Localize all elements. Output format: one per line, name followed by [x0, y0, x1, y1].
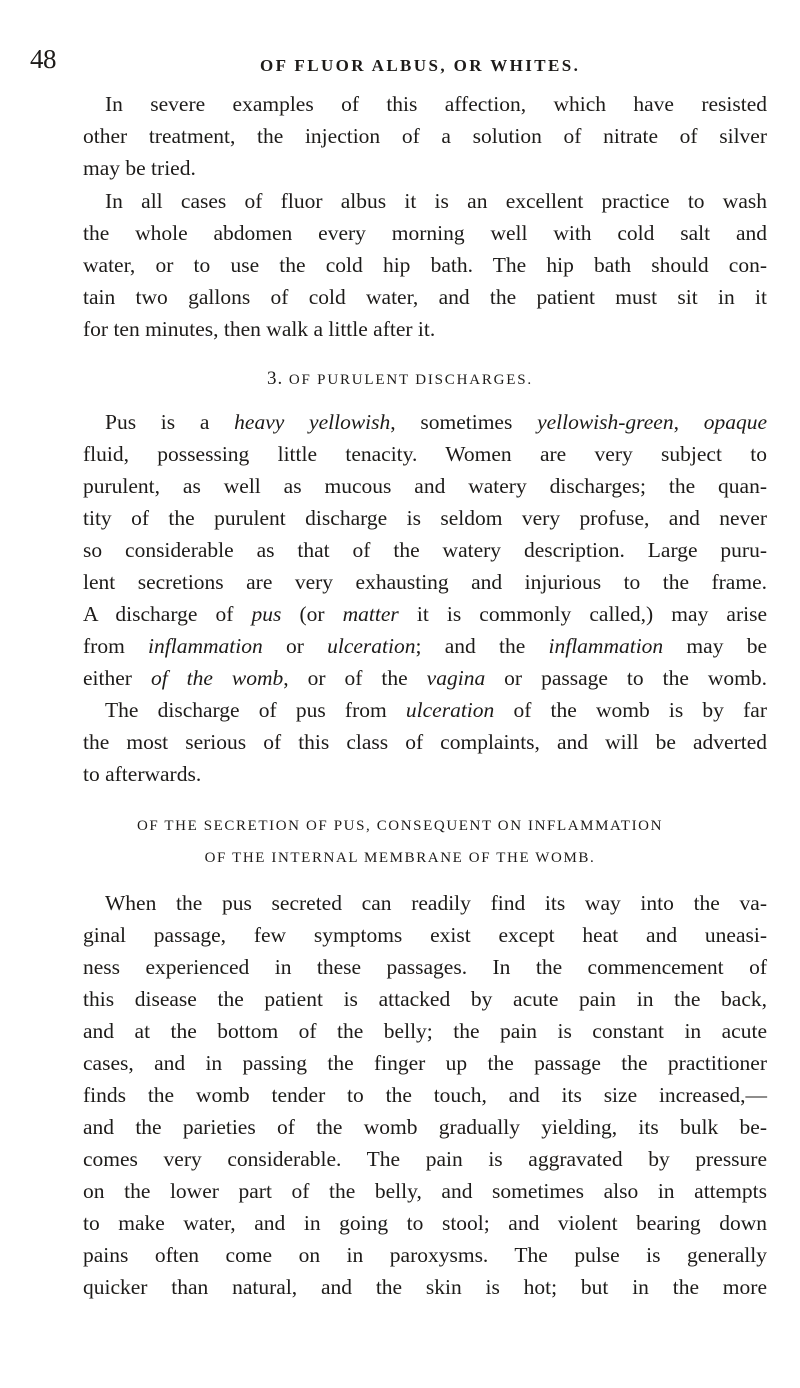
text-line: tain two gallons of cold water, and the patient must sit in it	[83, 285, 767, 309]
text-line: ness experienced in these passages. In the commencement of	[83, 955, 767, 979]
text-line: to afterwards.	[83, 762, 202, 786]
text-line: this disease the patient is attacked by acute pain in the back,	[83, 987, 767, 1011]
text-line: cases, and in passing the finger up the passage the practitioner	[83, 1051, 767, 1075]
text-line: In all cases of fluor albus it is an excellent practice to wash	[105, 189, 767, 213]
text-line: so considerable as that of the watery description. Large puru-	[83, 538, 767, 562]
text-line: on the lower part of the belly, and sometimes also in attempts	[83, 1179, 767, 1203]
section-heading-line-2: OF THE INTERNAL MEMBRANE OF THE WOMB.	[204, 850, 596, 866]
section-heading	[0, 368, 800, 390]
text-line: pains often come on in paroxysms. The pulse is generally	[83, 1243, 767, 1267]
page-number: 48	[30, 44, 56, 74]
text-line: either of the womb, or of the vagina or passage to the womb.	[83, 666, 768, 690]
text-line: the whole abdomen every morning well with cold salt and	[83, 221, 767, 245]
text-line: The discharge of pus from ulceration of the womb is by far	[105, 698, 767, 722]
text-line: from inflammation or ulceration; and the inflammation may be	[83, 634, 767, 658]
text-line: Pus is a heavy yellowish, sometimes yellowish-green, opaque	[105, 410, 767, 434]
text-line: purulent, as well as mucous and watery discharges; the quan-	[83, 474, 767, 498]
text-line: may be tried.	[83, 156, 196, 180]
text-line: quicker than natural, and the skin is hot; but in the more	[83, 1275, 767, 1299]
text-line: ginal passage, few symptoms exist except heat and uneasi-	[83, 923, 767, 947]
section-heading-line-1: OF THE SECRETION OF PUS, CONSEQUENT ON INFLAMMATION	[136, 818, 664, 834]
section-title: OF PURULENT DISCHARGES.	[288, 372, 533, 388]
section-number: 3.	[267, 368, 284, 389]
text-line: other treatment, the injection of a solution of nitrate of silver	[83, 124, 767, 148]
text-line: for ten minutes, then walk a little after it.	[83, 317, 436, 341]
text-line: comes very considerable. The pain is aggravated by pressure	[83, 1147, 767, 1171]
text-line: A discharge of pus (or matter it is commonly called,) may arise	[83, 602, 767, 626]
text-line: In severe examples of this affection, which have resisted	[105, 92, 767, 116]
text-line: to make water, and in going to stool; and violent bearing down	[83, 1211, 767, 1235]
text-line: the most serious of this class of complaints, and will be adverted	[83, 730, 767, 754]
text-line: tity of the purulent discharge is seldom very profuse, and never	[83, 506, 767, 530]
text-line: finds the womb tender to the touch, and its size increased,—	[83, 1083, 767, 1107]
text-line: When the pus secreted can readily find its way into the va-	[105, 891, 767, 915]
text-line: and the parieties of the womb gradually yielding, its bulk be-	[83, 1115, 767, 1139]
text-line: water, or to use the cold hip bath. The hip bath should con-	[83, 253, 767, 277]
running-head	[30, 44, 770, 80]
text-line: and at the bottom of the belly; the pain is constant in acute	[83, 1019, 767, 1043]
text-line: lent secretions are very exhausting and injurious to the frame.	[83, 570, 767, 594]
running-title: OF FLUOR ALBUS, OR WHITES.	[260, 56, 581, 75]
text-line: fluid, possessing little tenacity. Women are very subject to	[83, 442, 767, 466]
